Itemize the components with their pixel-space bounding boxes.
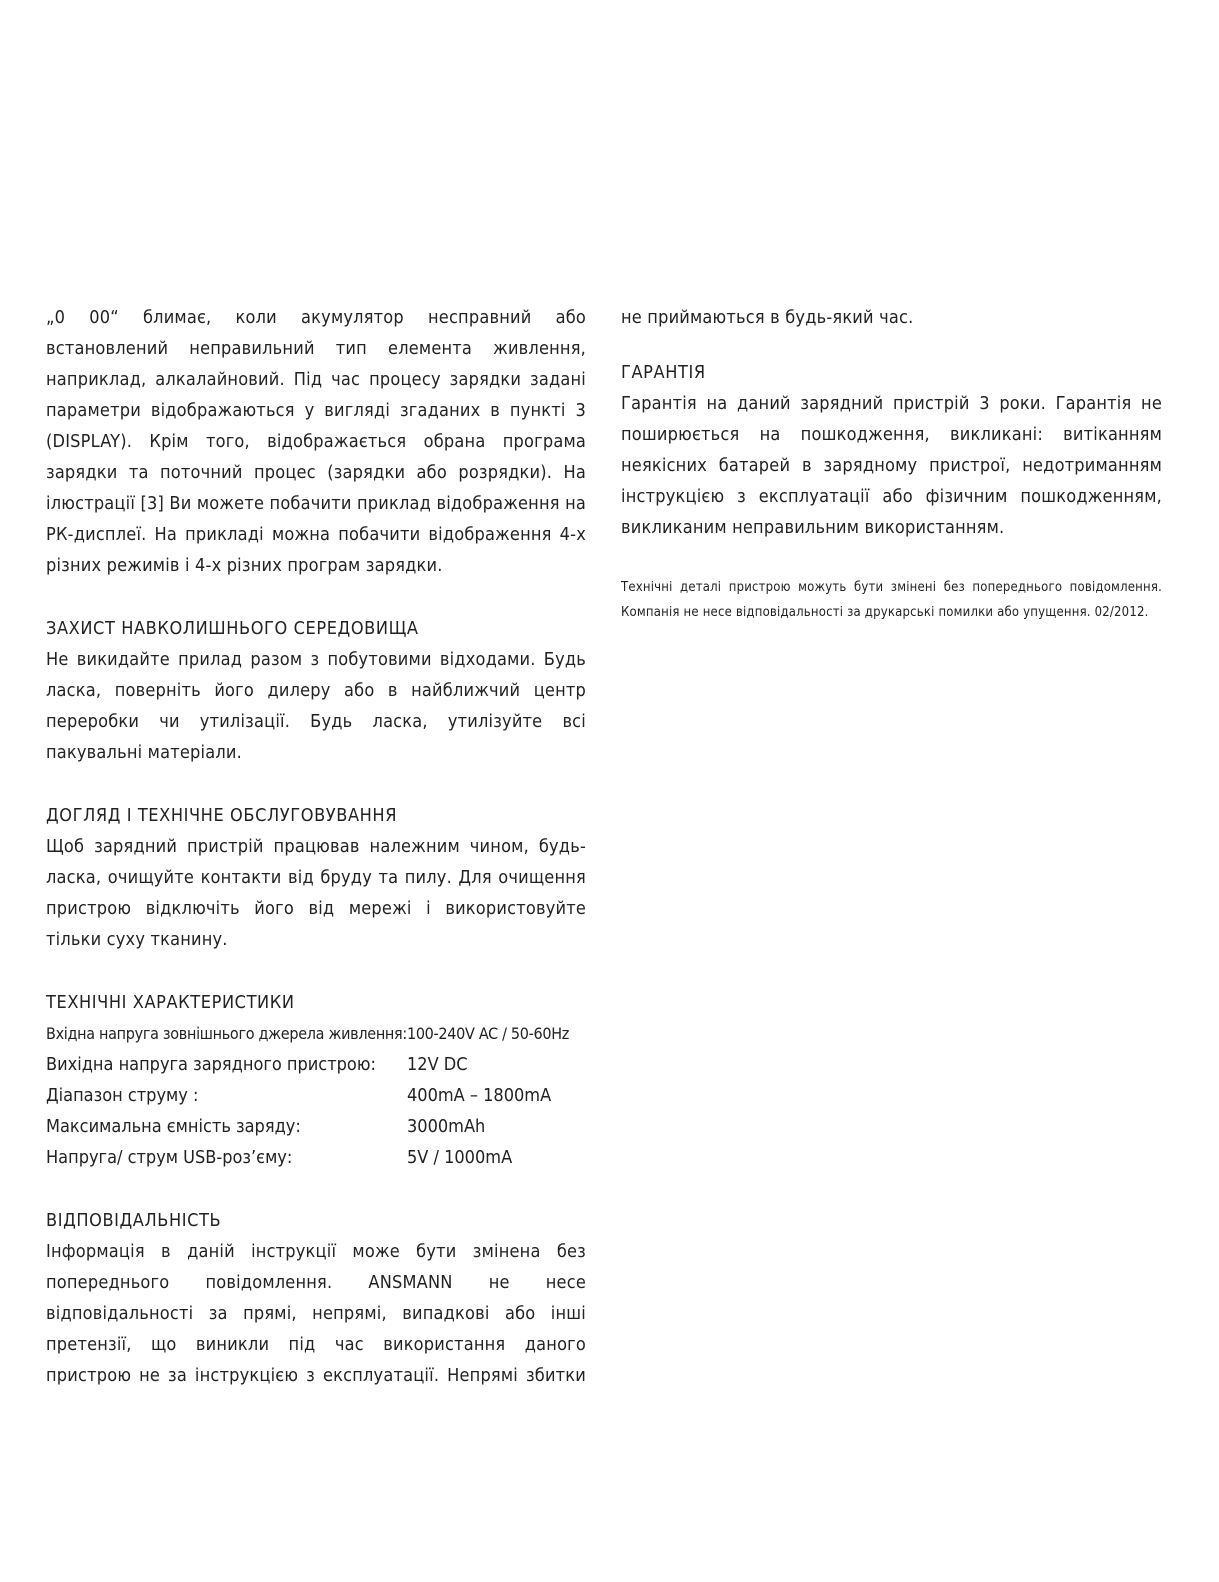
spec-row bbox=[46, 1142, 569, 1173]
spec-row bbox=[46, 1049, 569, 1080]
maintenance-section bbox=[46, 800, 586, 955]
spec-value: 5V / 1000mA bbox=[406, 1147, 513, 1168]
environment-section bbox=[46, 613, 586, 768]
specs-section bbox=[46, 987, 586, 1173]
maintenance-text: Щоб зарядний пристрій працював належним чином, будь-ласка, очищуйте контакти від бруду та пилу. Для очищення пристрою відключіть його від мережі і використовуйте тільки суху тканину. bbox=[46, 836, 586, 950]
warranty-heading: ГАРАНТІЯ bbox=[621, 362, 706, 383]
spec-row bbox=[46, 1111, 569, 1142]
liability-text: Інформація в даній інструкції може бути змінена без попереднього повідомлення. ANSMANN не несе відповідальності за прямі, непрямі, випадкові або інші претензії, що виникли під час використання даного пристрою не за інструкцією з експлуатації. Непрямі збитки bbox=[46, 1241, 586, 1386]
spec-row bbox=[46, 1018, 569, 1049]
environment-heading: ЗАХИСТ НАВКОЛИШНЬОГО СЕРЕДОВИЩА bbox=[46, 618, 419, 639]
spec-value: 3000mAh bbox=[406, 1116, 486, 1137]
specs-heading: ТЕХНІЧНІ ХАРАКТЕРИСТИКИ bbox=[46, 992, 295, 1013]
liability-section bbox=[46, 1205, 586, 1391]
spec-row bbox=[46, 1080, 569, 1111]
right-column bbox=[621, 302, 1162, 625]
warranty-text: Гарантія на даний зарядний пристрій 3 роки. Гарантія не поширюється на пошкодження, викликані: витіканням неякісних батарей в зарядному пристрої, недотриманням інструкцією з експлуатації або фізичним пошкодженням, викликаним неправильним використанням. bbox=[621, 393, 1162, 538]
spec-label: Вихідна напруга зарядного пристрою: bbox=[46, 1054, 376, 1075]
intro-paragraph: „0 00“ блимає, коли акумулятор несправний або встановлений неправильний тип елемента живлення, наприклад, алкалайновий. Під час процесу зарядки задані параметри відображаються у вигляді згаданих в пункті 3 (DISPLAY). Крім того, відображається обрана програма зарядки та поточний процес (зарядки або розрядки). На ілюстрації [3] Ви можете побачити приклад відображення на РК-дисплеї. На прикладі можна побачити відображення 4-х різних режимів і 4-х різних програм зарядки. bbox=[46, 307, 586, 576]
specs-table bbox=[46, 1018, 569, 1173]
spec-label: Вхідна напруга зовнішнього джерела живлення: bbox=[46, 1024, 407, 1043]
left-column bbox=[46, 302, 586, 1391]
spec-label: Діапазон струму : bbox=[46, 1085, 199, 1106]
liability-heading: ВІДПОВІДАЛЬНІСТЬ bbox=[46, 1210, 222, 1231]
liability-continuation: не приймаються в будь-який час. bbox=[621, 307, 914, 328]
spec-value: 100-240V AC / 50-60Hz bbox=[406, 1024, 570, 1043]
spec-value: 12V DC bbox=[406, 1054, 468, 1075]
maintenance-heading: ДОГЛЯД І ТЕХНІЧНЕ ОБСЛУГОВУВАННЯ bbox=[46, 805, 398, 826]
spec-label: Напруга/ струм USB-роз’єму: bbox=[46, 1147, 293, 1168]
spec-value: 400mA – 1800mA bbox=[406, 1085, 552, 1106]
disclaimer-section bbox=[621, 575, 1162, 625]
environment-text: Не викидайте прилад разом з побутовими відходами. Будь ласка, поверніть його дилеру або в найближчий центр переробки чи утилізації. Будь ласка, утилізуйте всі пакувальні матеріали. bbox=[46, 649, 586, 763]
warranty-section bbox=[621, 357, 1162, 543]
disclaimer-note: Технічні деталі пристрою можуть бути змінені без попереднього повідомлення. Компанія не несе відповідальності за друкарські помилки або упущення. 02/2012. bbox=[621, 580, 1162, 620]
spec-label: Максимальна ємність заряду: bbox=[46, 1116, 301, 1137]
